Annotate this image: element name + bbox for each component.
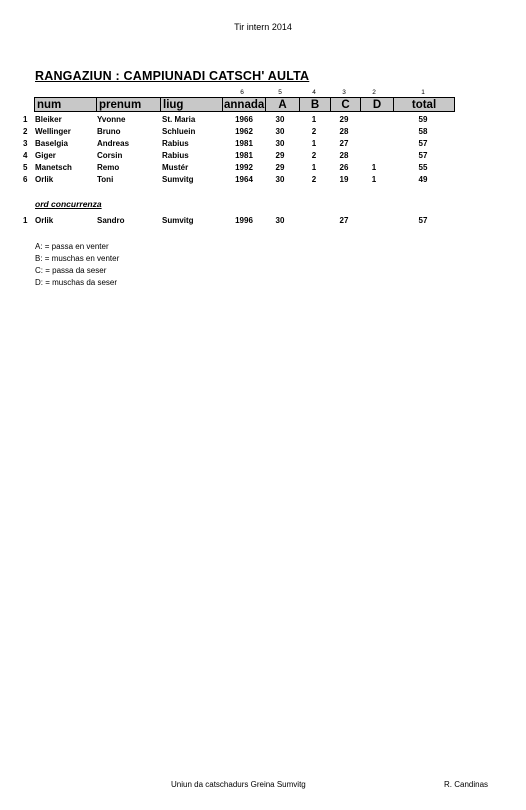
- prenum-cell: Yvonne: [97, 115, 126, 124]
- prenum-cell: Corsin: [97, 151, 123, 160]
- c-cell: 27: [339, 139, 349, 148]
- liug-cell: Sumvitg: [162, 175, 194, 184]
- num-cell: Orlik: [35, 175, 54, 184]
- ranking-heading: RANGAZIUN : CAMPIUNADI CATSCH' AULTA: [35, 69, 310, 83]
- num-cell: Baselgia: [35, 139, 68, 148]
- rank-cell: 3: [23, 139, 28, 148]
- column-header-d: D: [360, 98, 393, 111]
- rank-cell: 2: [23, 127, 28, 136]
- footer-organization: Uniun da catschadurs Greina Sumvitg: [171, 780, 306, 789]
- num-cell: Manetsch: [35, 163, 72, 172]
- column-header-c: C: [330, 98, 360, 111]
- annada-cell: 1992: [235, 163, 253, 172]
- rank-cell: 1: [23, 115, 28, 124]
- total-cell: 55: [418, 163, 428, 172]
- table-row: [0, 114, 526, 126]
- rank-cell: 1: [23, 216, 28, 225]
- total-cell: 49: [418, 175, 428, 184]
- prenum-cell: Remo: [97, 163, 120, 172]
- c-cell: 29: [339, 115, 349, 124]
- rank-cell: 4: [23, 151, 28, 160]
- prenum-cell: Sandro: [97, 216, 125, 225]
- b-cell: 1: [311, 115, 317, 124]
- legend-item: B: = muschas en venter: [35, 254, 120, 263]
- legend-item: A: = passa en venter: [35, 242, 109, 251]
- total-cell: 58: [418, 127, 428, 136]
- num-cell: Wellinger: [35, 127, 71, 136]
- column-number: 5: [278, 89, 282, 96]
- footer-author: R. Candinas: [444, 780, 489, 789]
- column-header-total: total: [393, 98, 454, 111]
- annada-cell: 1962: [235, 127, 253, 136]
- prenum-cell: Bruno: [97, 127, 121, 136]
- liug-cell: Mustér: [162, 163, 189, 172]
- liug-cell: Rabius: [162, 139, 189, 148]
- b-cell: 1: [311, 163, 317, 172]
- c-cell: 28: [339, 151, 349, 160]
- column-header-annada: annada: [224, 99, 265, 111]
- column-header-a: A: [265, 98, 299, 111]
- subsection-title: ord concurrenza: [35, 199, 102, 209]
- total-cell: 57: [418, 151, 428, 160]
- liug-cell: Rabius: [162, 151, 189, 160]
- table-row: [0, 138, 526, 150]
- column-header-prenum: prenum: [96, 98, 160, 111]
- table-row: [0, 162, 526, 174]
- rank-cell: 5: [23, 163, 28, 172]
- c-cell: 27: [339, 216, 349, 225]
- d-cell: 1: [371, 175, 377, 184]
- liug-cell: Sumvitg: [162, 216, 194, 225]
- a-cell: 30: [275, 216, 285, 225]
- legend-item: C: = passa da seser: [35, 266, 107, 275]
- annada-cell: 1981: [235, 151, 253, 160]
- c-cell: 26: [339, 163, 349, 172]
- a-cell: 30: [275, 175, 285, 184]
- a-cell: 29: [275, 163, 285, 172]
- legend-item: D: = muschas da seser: [35, 278, 118, 287]
- table-row: [0, 174, 526, 186]
- d-cell: 1: [371, 163, 377, 172]
- total-cell: 59: [418, 115, 428, 124]
- column-number: 3: [342, 89, 346, 96]
- annada-cell: 1964: [235, 175, 253, 184]
- liug-cell: Schluein: [162, 127, 196, 136]
- total-cell: 57: [418, 139, 428, 148]
- annada-cell: 1966: [235, 115, 253, 124]
- annada-cell: 1996: [235, 216, 253, 225]
- b-cell: 2: [311, 175, 317, 184]
- rank-cell: 6: [23, 175, 28, 184]
- total-cell: 57: [418, 216, 428, 225]
- c-cell: 28: [339, 127, 349, 136]
- b-cell: 2: [311, 151, 317, 160]
- a-cell: 29: [275, 151, 285, 160]
- num-cell: Bleiker: [35, 115, 62, 124]
- column-number: 4: [312, 89, 316, 96]
- b-cell: 2: [311, 127, 317, 136]
- liug-cell: St. Maria: [162, 115, 196, 124]
- table-row: [0, 126, 526, 138]
- prenum-cell: Toni: [97, 175, 114, 184]
- column-number: 2: [372, 89, 376, 96]
- a-cell: 30: [275, 127, 285, 136]
- table-row: [0, 150, 526, 162]
- num-cell: Orlik: [35, 216, 54, 225]
- column-header-num: num: [37, 99, 62, 111]
- column-header-b: B: [299, 98, 330, 111]
- num-cell: Giger: [35, 151, 56, 160]
- c-cell: 19: [339, 175, 349, 184]
- table-row: [0, 215, 526, 227]
- a-cell: 30: [275, 139, 285, 148]
- column-number: 6: [240, 89, 244, 96]
- table-header: [34, 97, 455, 112]
- b-cell: 1: [311, 139, 317, 148]
- document-title: Tir intern 2014: [234, 22, 292, 32]
- a-cell: 30: [275, 115, 285, 124]
- column-number: 1: [421, 89, 425, 96]
- column-header-liug: liug: [160, 98, 222, 111]
- annada-cell: 1981: [235, 139, 253, 148]
- prenum-cell: Andreas: [97, 139, 130, 148]
